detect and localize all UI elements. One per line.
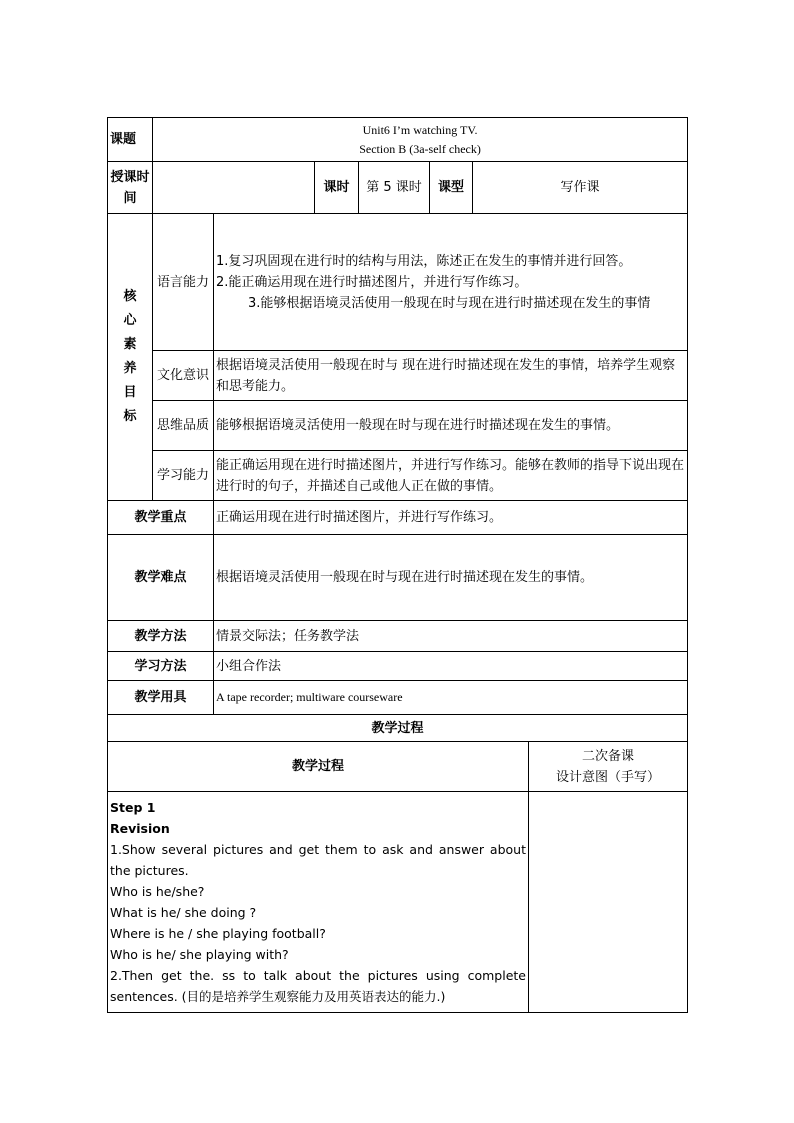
culture-label: 文化意识 [153,351,214,401]
lang-label: 语言能力 [153,214,214,351]
method-label: 教学方法 [108,621,214,652]
title-row [108,118,688,162]
second-prep-label: 二次备课 [582,748,635,764]
lang-item-3: 3.能够根据语境灵活使用一般现在时与现在进行时描述现在发生的事情 [248,295,651,311]
method-text: 情景交际法；任务教学法 [214,621,688,652]
language-row [108,214,688,351]
study-text: 小组合作法 [214,652,688,681]
process-line: 2.Then get the. ss to talk about the pictures using complete sentences. (目的是培养学生观察能力及用英语表达的能力.) [110,968,526,1004]
study-label: 学习方法 [108,652,214,681]
title-line-2: Section B (3a-self check) [359,141,481,156]
study-row [108,652,688,681]
type-value: 写作课 [473,162,688,214]
culture-text: 根据语境灵活使用一般现在时与 现在进行时描述现在发生的事情，培养学生观察和思考能力。 [214,351,688,401]
process-col-label: 教学过程 [108,742,529,792]
time-row [108,162,688,214]
time-value [153,162,315,214]
key-row [108,501,688,535]
second-prep-cell [529,742,688,792]
learning-text: 能正确运用现在进行时描述图片，并进行写作练习。能够在教师的指导下说出现在进行时的句子，并描述自己或他人正在做的事情。 [214,451,688,501]
tools-row [108,681,688,715]
culture-row [108,351,688,401]
step-title: Step 1 [110,800,156,815]
difficult-text: 根据语境灵活使用一般现在时与现在进行时描述现在发生的事情。 [214,535,688,621]
difficult-label: 教学难点 [108,535,214,621]
process-line: What is he/ she doing ? [110,905,257,920]
title-label: 课题 [108,118,153,162]
period-label: 课时 [315,162,359,214]
lesson-plan-table [107,117,688,1013]
process-body-row [108,792,688,1013]
thinking-row [108,401,688,451]
core-goals-text: 核心素养目标 [123,289,137,424]
process-line: Who is he/ she playing with? [110,947,289,962]
time-label: 授课时间 [108,162,153,214]
process-line: Where is he / she playing football? [110,926,326,941]
tools-label: 教学用具 [108,681,214,715]
design-intent-cell [529,792,688,1013]
process-line: 1.Show several pictures and get them to ask and answer about the pictures. [110,842,526,878]
type-label: 课型 [430,162,473,214]
thinking-label: 思维品质 [153,401,214,451]
step-subtitle: Revision [110,821,170,836]
lesson-title [153,118,688,162]
lang-item-2: 2.能正确运用现在进行时描述图片，并进行写作练习。 [216,274,528,290]
difficult-row [108,535,688,621]
method-row [108,621,688,652]
process-header-row [108,715,688,742]
learning-label: 学习能力 [153,451,214,501]
learning-row [108,451,688,501]
lang-item-1: 1.复习巩固现在进行时的结构与用法，陈述正在发生的事情并进行回答。 [216,253,632,269]
process-line: Who is he/she? [110,884,205,899]
core-goals-label [108,214,153,501]
key-label: 教学重点 [108,501,214,535]
design-intent-label: 设计意图（手写） [556,769,661,785]
tools-text: A tape recorder; multiware courseware [214,681,688,715]
period-value: 第 5 课时 [359,162,430,214]
lang-content [214,214,688,351]
thinking-text: 能够根据语境灵活使用一般现在时与现在进行时描述现在发生的事情。 [214,401,688,451]
process-columns-row [108,742,688,792]
title-line-1: Unit6 I’m watching TV. [362,122,478,137]
key-text: 正确运用现在进行时描述图片，并进行写作练习。 [214,501,688,535]
process-header: 教学过程 [108,715,688,742]
process-content [108,792,529,1013]
